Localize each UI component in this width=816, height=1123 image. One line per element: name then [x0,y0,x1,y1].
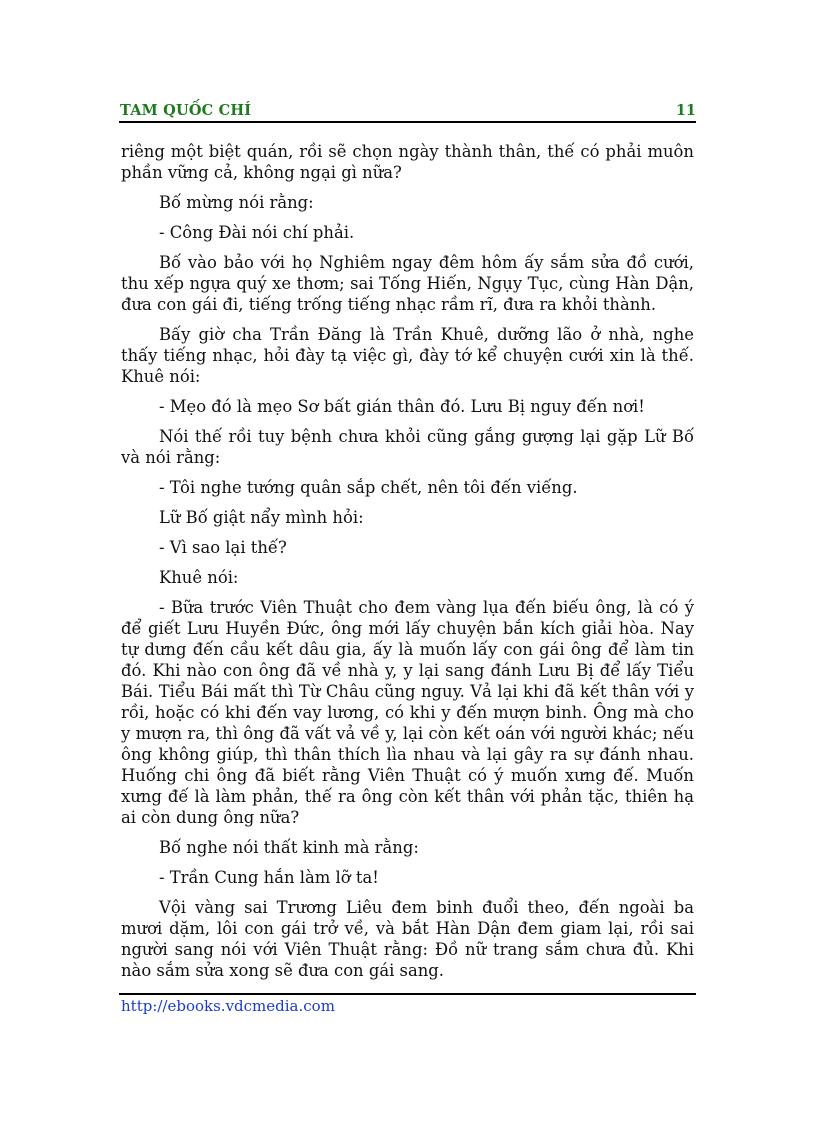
paragraph: - Trần Cung hắn làm lỡ ta! [159,868,379,887]
paragraph: - Công Đài nói chí phải. [159,223,355,242]
paragraph: - Vì sao lại thế? [159,538,287,557]
paragraph: Bố nghe nói thất kinh mà rằng: [159,838,419,857]
paragraph: - Tôi nghe tướng quân sắp chết, nên tôi đến viếng. [159,478,578,497]
header-rule [119,121,696,123]
footer-link[interactable]: http://ebooks.vdcmedia.com [121,997,335,1015]
paragraph: Bấy giờ cha Trần Đăng là Trần Khuê, dưỡng lão ở nhà, nghe thấy tiếng nhạc, hỏi đày tạ việc gì, đày tớ kể chuyện cưới xin là thế. Khuê nói: [121,325,694,386]
paragraph: Bố mừng nói rằng: [159,193,314,212]
body-text [121,141,694,990]
paragraph: Lữ Bố giật nẩy mình hỏi: [159,508,364,527]
paragraph: riêng một biệt quán, rồi sẽ chọn ngày thành thân, thế có phải muôn phần vững cả, không ngại gì nữa? [121,142,694,182]
paragraph: Vội vàng sai Trương Liêu đem binh đuổi theo, đến ngoài ba mươi dặm, lôi con gái trở về, và bắt Hàn Dận đem giam lại, rồi sai người sang nói với Viên Thuật rằng: Đồ nữ trang sắm chưa đủ. Khi nào sắm sửa xong sẽ đưa con gái sang. [121,898,694,980]
paragraph: - Mẹo đó là mẹo Sơ bất gián thân đó. Lưu Bị nguy đến nơi! [159,397,645,416]
paragraph: Khuê nói: [159,568,239,587]
paragraph: Bố vào bảo với họ Nghiêm ngay đêm hôm ấy sắm sửa đồ cưới, thu xếp ngựa quý xe thơm; sai Tống Hiến, Ngụy Tục, cùng Hàn Dận, đưa con gái đi, tiếng trống tiếng nhạc rầm rĩ, đưa ra khỏi thành. [121,253,694,314]
paragraph: Nói thế rồi tuy bệnh chưa khỏi cũng gắng gượng lại gặp Lữ Bố và nói rằng: [121,427,694,467]
paragraph: - Bữa trước Viên Thuật cho đem vàng lụa đến biếu ông, là có ý để giết Lưu Huyền Đức, ông mới lấy chuyện bắn kích giải hòa. Nay tự dưng đến cầu kết dâu gia, ấy là muốn lấy con gái ông để làm tin đó. Khi nào con ông đã về nhà y, y lại sang đánh Lưu Bị để lấy Tiểu Bái. Tiểu Bái mất thì Từ Châu cũng nguy. Vả lại khi đã kết thân với y rồi, hoặc có khi đến vay lương, có khi y đến mượn binh. Ông mà cho y mượn ra, thì ông đã vất vả về y, lại còn kết oán với người khác; nếu ông không giúp, thì thân thích lìa nhau và lại gây ra sự đánh nhau. Huống chi ông đã biết rằng Viên Thuật có ý muốn xưng đế. Muốn xưng đế là làm phản, thế ra ông còn kết thân với phản tặc, thiên hạ ai còn dung ông nữa? [121,598,694,827]
footer-rule [119,993,696,995]
page-number: 11 [675,102,696,119]
book-title: TAM QUỐC CHÍ [120,102,252,119]
